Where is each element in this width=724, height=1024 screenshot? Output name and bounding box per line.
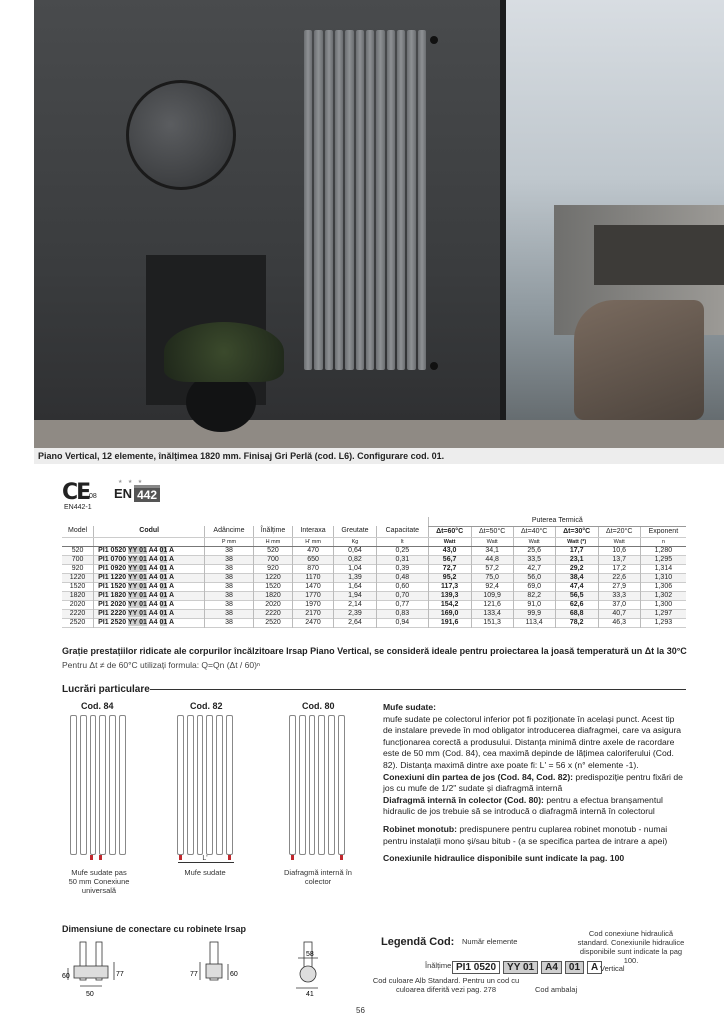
table-row	[62, 582, 686, 591]
code-part: PI1 2020	[98, 600, 127, 608]
cell-g: 2,14	[333, 600, 376, 609]
cell-p: 38	[205, 564, 253, 573]
code-part: YY 01	[127, 564, 147, 572]
table-row	[62, 546, 686, 555]
ce-year: 08	[89, 493, 97, 500]
table-row	[62, 555, 686, 564]
code-part: A4	[148, 618, 158, 626]
cell-t30: 29,2	[555, 564, 598, 573]
diaf-title: Diafragmă internă în colector (Cod. 80):	[383, 794, 544, 805]
cell-t60: 154,2	[428, 600, 471, 609]
table-row	[62, 564, 686, 573]
cell-t30: 17,7	[555, 546, 598, 555]
cell-n: 1,302	[640, 591, 686, 600]
cell-t50: 44,8	[471, 555, 513, 564]
column-header: Greutate	[333, 526, 376, 537]
cell-p: 38	[205, 609, 253, 618]
cell-n: 1,295	[640, 555, 686, 564]
code-part: PI1 0700	[98, 555, 127, 563]
column-unit: Watt	[513, 537, 555, 546]
cod-80-description: Diafragmă internă în colector	[284, 868, 352, 886]
table-row	[62, 609, 686, 618]
round-mirror	[126, 80, 236, 190]
cell-t50: 57,2	[471, 564, 513, 573]
column-header: Model	[62, 526, 94, 537]
cell-p: 38	[205, 546, 253, 555]
code-part: PI1 1220	[98, 573, 127, 581]
cell-model: 1520	[69, 582, 86, 590]
code-part: A	[168, 618, 175, 626]
cod-84-label: Cod. 84	[81, 701, 114, 711]
mufe-body: mufe sudate pe colectorul inferior pot fi poziționate în același punct. Acest tip de instalare prevede în mod obligator introducerea diafragmei, care va asigura funcționarea corectă a produsului. Distanța minimă dintre axele de racordare este de 50 mm (Cod. 84), cea maximă depinde de lățimea caloriferului (Cod. 82). Distanța maximă dintre axe poate fi: L' = 56 x (n° elemente -1).	[383, 713, 682, 770]
cell-g: 2,64	[333, 618, 376, 627]
legend-culoare: Cod culoare Alb Standard. Pentru un cod cu culoarea diferită vezi pag. 278	[372, 976, 520, 994]
cell-n: 1,297	[640, 609, 686, 618]
cell-h: 1220	[253, 573, 293, 582]
column-header: Δt=20°C	[598, 526, 640, 537]
connection-dot	[340, 855, 343, 860]
cell-h: 2020	[253, 600, 293, 609]
cell-c: 0,77	[377, 600, 429, 609]
cell-p: 38	[205, 618, 253, 627]
cell-p: 38	[205, 573, 253, 582]
cell-n: 1,280	[640, 546, 686, 555]
ce-mark: CE	[62, 480, 90, 505]
code-part: 01	[159, 609, 168, 617]
section-divider	[150, 689, 686, 690]
cod-82-description: Mufe sudate	[184, 868, 226, 877]
code-part: A	[168, 546, 175, 554]
code-part: PI1 2520	[98, 618, 127, 626]
product-code	[94, 609, 205, 618]
cell-t60: 43,0	[428, 546, 471, 555]
product-code	[94, 582, 205, 591]
rob-title: Robinet monotub:	[383, 823, 457, 834]
code-part: 01	[159, 618, 168, 626]
cell-t30: 38,4	[555, 573, 598, 582]
legend-inaltime: Înălțime	[425, 961, 452, 970]
cell-p: 38	[205, 555, 253, 564]
cell-t60: 139,3	[428, 591, 471, 600]
table-row	[62, 573, 686, 582]
hero-photo	[34, 0, 724, 448]
column-header: Codul	[94, 526, 205, 537]
cell-t20: 40,7	[598, 609, 640, 618]
cell-t30: 62,6	[555, 600, 598, 609]
cell-t30: 56,5	[555, 591, 598, 600]
radiator-valve-bottom	[430, 362, 438, 370]
code-part: A4	[148, 573, 158, 581]
code-part: 01	[159, 582, 168, 590]
cell-g: 1,39	[333, 573, 376, 582]
cell-n: 1,310	[640, 573, 686, 582]
cell-t20: 17,2	[598, 564, 640, 573]
column-unit: H mm	[253, 537, 293, 546]
connection-dot	[90, 855, 93, 860]
code-part: 01	[159, 564, 168, 572]
dim-value: 58	[306, 951, 314, 958]
table-row	[62, 591, 686, 600]
cell-t20: 46,3	[598, 618, 640, 627]
product-code	[94, 600, 205, 609]
product-code	[94, 573, 205, 582]
legend-code-part: PI1 0520	[452, 961, 500, 974]
cell-p: 38	[205, 600, 253, 609]
en-label: EN	[114, 486, 133, 501]
cell-i: 470	[293, 546, 334, 555]
code-part: PI1 1520	[98, 582, 127, 590]
column-header: Înălțime	[253, 526, 293, 537]
cell-t30: 68,8	[555, 609, 598, 618]
cell-t20: 13,7	[598, 555, 640, 564]
code-part: YY 01	[127, 591, 147, 599]
code-part: 01	[159, 591, 168, 599]
cell-n: 1,293	[640, 618, 686, 627]
code-part: A4	[148, 564, 158, 572]
cell-t30: 23,1	[555, 555, 598, 564]
column-unit: P mm	[205, 537, 253, 546]
connection-dot	[99, 855, 102, 860]
cell-h: 520	[253, 546, 293, 555]
cell-t60: 72,7	[428, 564, 471, 573]
cell-t40: 82,2	[513, 591, 555, 600]
legend-code-part: 01	[565, 961, 584, 974]
cell-t30: 47,4	[555, 582, 598, 591]
cell-n: 1,306	[640, 582, 686, 591]
cell-model: 520	[71, 546, 84, 554]
diaf-body: pentru a efectua branșamentul hidraulic de jos trebuie să se introducă o diafragmă internă în colectorul	[383, 794, 663, 817]
product-code	[94, 591, 205, 600]
column-unit: Watt	[428, 537, 471, 546]
cell-i: 650	[293, 555, 334, 564]
cell-t50: 109,9	[471, 591, 513, 600]
ce-standard: EN442-1	[64, 504, 92, 511]
note-low-temperature: Grație prestațiilor ridicate ale corpurilor încălzitoare Irsap Piano Vertical, se consideră ideale pentru proiectarea la joasă temperatură un Δt la 30°C	[62, 646, 687, 656]
code-part: PI1 2220	[98, 609, 127, 617]
code-part: YY 01	[127, 555, 147, 563]
cell-c: 0,48	[377, 573, 429, 582]
mufe-title: Mufe sudate:	[383, 702, 436, 712]
cell-model: 2520	[69, 618, 86, 626]
dimension-title: Dimensiune de conectare cu robinete Irsap	[62, 924, 247, 934]
cell-t40: 91,0	[513, 600, 555, 609]
code-part: A	[168, 591, 175, 599]
cell-g: 0,64	[333, 546, 376, 555]
cell-t20: 10,6	[598, 546, 640, 555]
cell-g: 1,64	[333, 582, 376, 591]
column-unit: Kg	[333, 537, 376, 546]
cell-c: 0,94	[377, 618, 429, 627]
cod-82-label: Cod. 82	[190, 701, 223, 711]
cell-c: 0,70	[377, 591, 429, 600]
code-part: 01	[159, 600, 168, 608]
cell-g: 1,94	[333, 591, 376, 600]
cell-model: 1220	[69, 573, 86, 581]
column-unit: lt	[377, 537, 429, 546]
cell-model: 2220	[69, 609, 86, 617]
code-part: A	[168, 573, 175, 581]
cell-t50: 151,3	[471, 618, 513, 627]
cell-t60: 169,0	[428, 609, 471, 618]
cell-h: 2220	[253, 609, 293, 618]
page-number: 56	[356, 1006, 365, 1015]
code-part: A	[168, 564, 175, 572]
dimension-label-l: L'	[202, 855, 208, 862]
cell-h: 1820	[253, 591, 293, 600]
cell-t50: 75,0	[471, 573, 513, 582]
cell-t40: 33,5	[513, 555, 555, 564]
code-part: YY 01	[127, 573, 147, 581]
cell-c: 0,39	[377, 564, 429, 573]
cell-i: 870	[293, 564, 334, 573]
radiator-product	[304, 30, 426, 370]
house-view-dark	[594, 225, 724, 285]
cell-t60: 95,2	[428, 573, 471, 582]
code-part: A	[168, 600, 175, 608]
cell-t60: 117,3	[428, 582, 471, 591]
cell-g: 0,82	[333, 555, 376, 564]
rob-body: predispunere pentru cuplarea robinet monotub - numai pentru instalații mono și/sau bitub - (a se specifica partea de intrare a apei)	[383, 823, 668, 846]
en442-logo	[114, 485, 160, 502]
cell-t20: 33,3	[598, 591, 640, 600]
cell-p: 38	[205, 591, 253, 600]
jos-body: predispoziție pentru fixări de jos cu mufe de 1/2" sudate și diafragmă internă	[383, 771, 683, 794]
cell-c: 0,83	[377, 609, 429, 618]
specs-table	[62, 517, 686, 628]
column-unit: Watt	[471, 537, 513, 546]
column-unit	[94, 537, 205, 546]
cell-g: 2,39	[333, 609, 376, 618]
legend-cod-standard: Cod conexiune hidraulică standard. Conexiunile hidraulice disponibile sunt indicate la pag 100.	[577, 929, 685, 965]
cell-g: 1,04	[333, 564, 376, 573]
code-part: A4	[148, 546, 158, 554]
legend-vertical: Vertical	[600, 964, 625, 973]
code-part: A	[168, 582, 175, 590]
lounge-chair	[574, 300, 704, 420]
cell-i: 2170	[293, 609, 334, 618]
column-unit	[62, 537, 94, 546]
cell-i: 2470	[293, 618, 334, 627]
hydraulic-connections-note: Conexiunile hidraulice disponibile sunt indicate la pag. 100	[383, 853, 625, 864]
cell-model: 700	[71, 555, 84, 563]
cell-t50: 34,1	[471, 546, 513, 555]
drawing-cod-84	[68, 715, 128, 865]
dim-value: 60	[230, 971, 238, 978]
cell-t40: 99,9	[513, 609, 555, 618]
section-title: Lucrări particulare	[62, 684, 150, 695]
code-part: 01	[159, 546, 168, 554]
cell-t40: 113,4	[513, 618, 555, 627]
cell-p: 38	[205, 582, 253, 591]
legend-code-part: YY 01	[503, 961, 538, 974]
note-formula: Pentru Δt ≠ de 60°C utilizați formula: Q=Qn (Δt / 60)ⁿ	[62, 660, 261, 670]
column-unit: n	[640, 537, 686, 546]
dim-value: 77	[116, 971, 124, 978]
code-part: 01	[159, 555, 168, 563]
column-header: Exponent	[640, 526, 686, 537]
cell-model: 920	[71, 564, 84, 572]
window-frame	[500, 0, 506, 448]
cell-t60: 56,7	[428, 555, 471, 564]
cell-t30: 78,2	[555, 618, 598, 627]
cell-t50: 133,4	[471, 609, 513, 618]
cell-c: 0,60	[377, 582, 429, 591]
cell-t40: 69,0	[513, 582, 555, 591]
cell-n: 1,300	[640, 600, 686, 609]
column-header: Δt=50°C	[471, 526, 513, 537]
legend-ambalaj: Cod ambalaj	[535, 985, 578, 994]
legend-code-part: A4	[541, 961, 562, 974]
valve-dimension-drawings	[60, 940, 350, 1000]
cell-h: 2520	[253, 618, 293, 627]
column-header: Interaxa	[293, 526, 334, 537]
dimension-line	[178, 862, 234, 863]
product-code	[94, 564, 205, 573]
code-part: PI1 0520	[98, 546, 127, 554]
drawing-cod-80	[287, 715, 347, 865]
photo-caption: Piano Vertical, 12 elemente, înălțimea 1820 mm. Finisaj Gri Perlă (cod. L6). Configurare cod. 01.	[34, 448, 724, 464]
code-part: YY 01	[127, 546, 147, 554]
code-part: PI1 1820	[98, 591, 127, 599]
cell-t40: 25,6	[513, 546, 555, 555]
cell-c: 0,25	[377, 546, 429, 555]
cell-t20: 37,0	[598, 600, 640, 609]
cell-model: 2020	[69, 600, 86, 608]
column-header: Δt=60°C	[428, 526, 471, 537]
code-part: A4	[148, 609, 158, 617]
code-part: A	[168, 555, 175, 563]
table-row	[62, 600, 686, 609]
plant	[164, 322, 284, 382]
jos-title: Conexiuni din partea de jos (Cod. 84, Cod. 82):	[383, 771, 574, 782]
en-stars: ★ ★ ★	[118, 479, 145, 485]
code-part: 01	[159, 573, 168, 581]
cell-t40: 42,7	[513, 564, 555, 573]
group-header: Puterea Termică	[428, 517, 686, 526]
product-code	[94, 546, 205, 555]
column-header: Δt=30°C	[555, 526, 598, 537]
code-part: YY 01	[127, 618, 147, 626]
column-header: Δt=40°C	[513, 526, 555, 537]
legend-title: Legendă Cod:	[381, 936, 455, 948]
dim-value: 41	[306, 991, 314, 998]
cod-80-label: Cod. 80	[302, 701, 335, 711]
dim-value: 77	[190, 971, 198, 978]
special-works-description	[383, 702, 683, 871]
product-code	[94, 555, 205, 564]
cell-n: 1,314	[640, 564, 686, 573]
code-part: A4	[148, 591, 158, 599]
cell-h: 920	[253, 564, 293, 573]
code-part: A4	[148, 555, 158, 563]
legend-code	[452, 961, 602, 974]
code-part: A	[168, 609, 175, 617]
column-unit: Watt (*)	[555, 537, 598, 546]
cell-t20: 22,6	[598, 573, 640, 582]
code-part: YY 01	[127, 600, 147, 608]
drawing-cod-82	[175, 715, 235, 865]
column-header: Adâncime	[205, 526, 253, 537]
code-part: PI1 0920	[98, 564, 127, 572]
dim-value: 50	[86, 991, 94, 998]
radiator-valve-top	[430, 36, 438, 44]
cell-h: 1520	[253, 582, 293, 591]
cell-i: 1970	[293, 600, 334, 609]
table-row	[62, 618, 686, 627]
cell-i: 1170	[293, 573, 334, 582]
column-unit: H' mm	[293, 537, 334, 546]
cell-t20: 27,9	[598, 582, 640, 591]
floor	[34, 420, 724, 448]
cell-h: 700	[253, 555, 293, 564]
cell-model: 1820	[69, 591, 86, 599]
legend-numar: Număr elemente	[462, 937, 518, 946]
code-part: A4	[148, 600, 158, 608]
dim-value: 60	[62, 973, 70, 980]
cell-t50: 121,6	[471, 600, 513, 609]
connection-dot	[291, 855, 294, 860]
cell-t60: 191,6	[428, 618, 471, 627]
column-unit: Watt	[598, 537, 640, 546]
code-part: A4	[148, 582, 158, 590]
cell-t40: 56,0	[513, 573, 555, 582]
product-code	[94, 618, 205, 627]
cell-t50: 92,4	[471, 582, 513, 591]
cod-84-description: Mufe sudate pas 50 mm Conexiune universală	[68, 868, 130, 895]
cell-c: 0,31	[377, 555, 429, 564]
code-part: YY 01	[127, 609, 147, 617]
legend-code-part: A	[587, 961, 602, 974]
cell-i: 1770	[293, 591, 334, 600]
en-number: 442	[134, 485, 160, 502]
cell-i: 1470	[293, 582, 334, 591]
column-header: Capacitate	[377, 526, 429, 537]
code-part: YY 01	[127, 582, 147, 590]
